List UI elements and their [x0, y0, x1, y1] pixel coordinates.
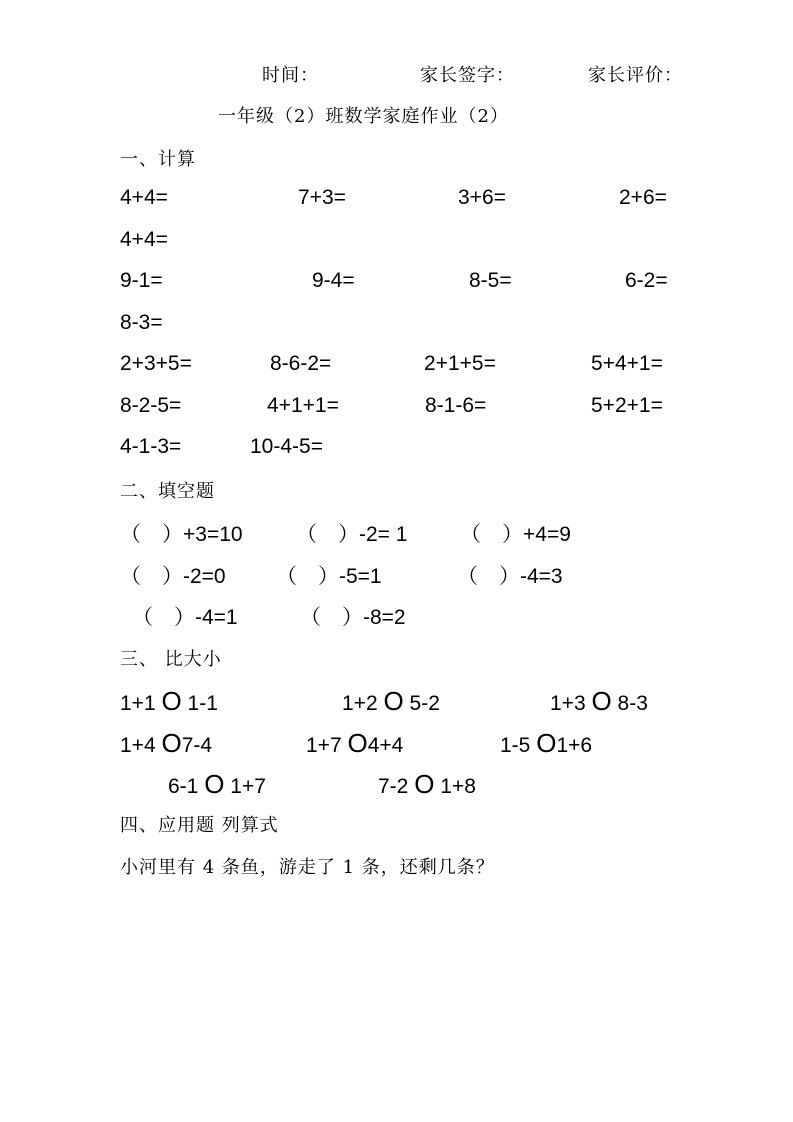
calc-problem: 9-4= — [312, 269, 355, 292]
calc-problem: 4+4= — [120, 186, 168, 209]
calc-problem: 2+3+5= — [120, 352, 192, 375]
calc-problem: 5+2+1= — [591, 394, 663, 417]
calc-problem: 4-1-3= — [120, 435, 182, 458]
calc-problem: 8-3= — [120, 311, 163, 334]
compare-circle: O — [161, 728, 182, 758]
fill-problem: （ ）-4=3 — [457, 565, 563, 588]
compare-circle: O — [591, 686, 612, 716]
fill-problem: （ ）-2=0 — [120, 565, 226, 588]
fill-heading: 二、填空题 — [120, 481, 215, 502]
calc-problem: 2+1+5= — [424, 352, 496, 375]
compare-circle: O — [347, 728, 368, 758]
fill-problem: （ ）-2= 1 — [296, 523, 408, 546]
fill-problem: （ ）-8=2 — [300, 606, 406, 629]
calc-problem: 3+6= — [458, 186, 506, 209]
calc-problem: 4+4= — [120, 228, 168, 251]
calc-problem: 8-6-2= — [270, 352, 332, 375]
compare-problem: 7-2 O 1+8 — [378, 769, 476, 799]
compare-circle: O — [414, 769, 435, 799]
compare-problem: 1+4 O7-4 — [120, 728, 213, 758]
calc-problem: 2+6= — [619, 186, 667, 209]
word-problem-heading: 四、应用题 列算式 — [120, 815, 279, 836]
calc-problem: 5+4+1= — [591, 352, 663, 375]
fill-problem: （ ）-4=1 — [132, 606, 238, 629]
compare-circle: O — [204, 769, 225, 799]
compare-heading: 三、 比大小 — [120, 649, 222, 670]
parent-evaluation-label: 家长评价： — [588, 65, 683, 86]
page-title: 一年级（2）班数学家庭作业（2） — [218, 106, 509, 127]
fill-problem: （ ）+4=9 — [460, 523, 571, 546]
time-label: 时间： — [262, 65, 319, 86]
parent-signature-label: 家长签字： — [420, 65, 515, 86]
calc-problem: 6-2= — [625, 269, 668, 292]
compare-problem: 1-5 O1+6 — [500, 728, 593, 758]
fill-problem: （ ）+3=10 — [120, 523, 243, 546]
calc-problem: 8-2-5= — [120, 394, 182, 417]
fill-problem: （ ）-5=1 — [276, 565, 382, 588]
compare-problem: 1+2 O 5-2 — [342, 686, 440, 716]
calc-problem: 4+1+1= — [267, 394, 339, 417]
calc-problem: 8-5= — [469, 269, 512, 292]
calc-heading: 一、计算 — [120, 149, 196, 170]
compare-problem: 1+3 O 8-3 — [550, 686, 648, 716]
compare-circle: O — [161, 686, 182, 716]
word-problem-question: 小河里有 4 条鱼，游走了 1 条，还剩几条？ — [120, 857, 495, 878]
compare-problem: 1+7 O4+4 — [306, 728, 404, 758]
compare-problem: 1+1 O 1-1 — [120, 686, 218, 716]
calc-problem: 7+3= — [298, 186, 346, 209]
compare-circle: O — [383, 686, 404, 716]
calc-problem: 9-1= — [120, 269, 163, 292]
calc-problem: 10-4-5= — [250, 435, 323, 458]
calc-problem: 8-1-6= — [425, 394, 487, 417]
compare-circle: O — [536, 728, 557, 758]
compare-problem: 6-1 O 1+7 — [168, 769, 266, 799]
